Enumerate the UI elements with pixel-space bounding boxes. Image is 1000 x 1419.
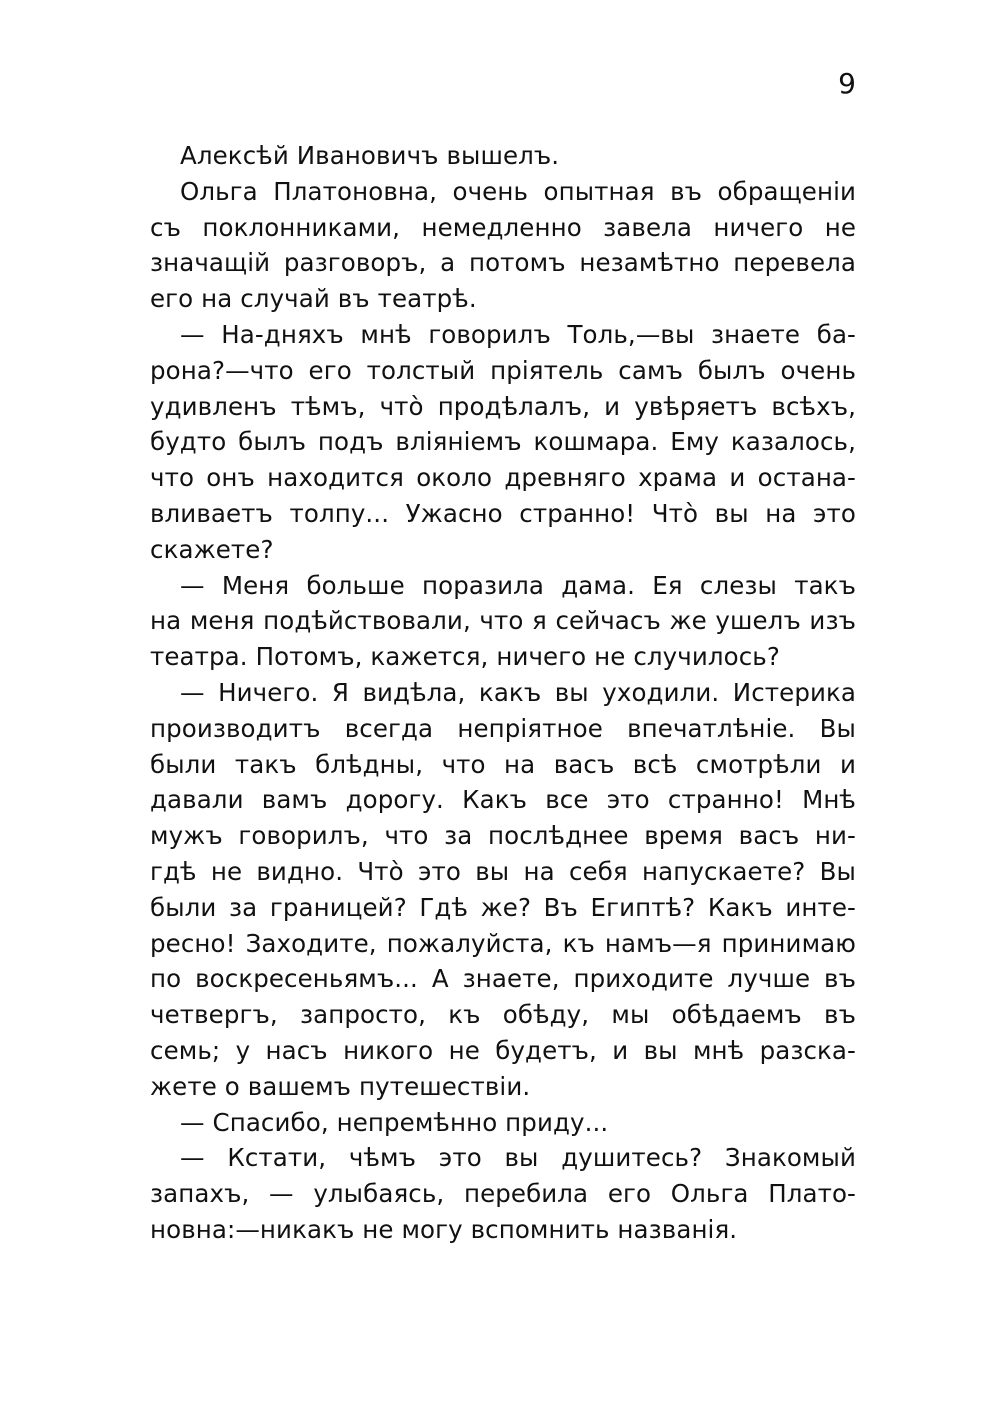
text-line: — Кстати, чѣмъ это вы душитесь? Знакомый [180,1143,856,1173]
text-line: удивленъ тѣмъ, что̀ продѣлалъ, и увѣряетъ всѣхъ, [150,391,856,421]
text-line: по воскресеньямъ... А знаете, приходите лучше въ [150,964,856,994]
body-text [150,138,856,1248]
text-line: — Спасибо, непремѣнно приду... [180,1107,609,1137]
text-line: Ольга Платоновна, очень опытная въ обращеніи [180,176,856,206]
text-line: что онъ находится около древняго храма и остана- [150,463,856,493]
text-line: скажете? [150,534,274,564]
text-line: его на случай въ театрѣ. [150,284,477,314]
text-line: вливаетъ толпу... Ужасно странно! Что̀ вы на это [150,498,856,528]
text-line: запахъ, — улыбаясь, перебила его Ольга Плато- [150,1179,856,1209]
text-line: были такъ блѣдны, что на васъ всѣ смотрѣли и [150,749,856,779]
text-line: значащій разговоръ, а потомъ незамѣтно перевела [150,248,856,278]
text-line: производитъ всегда непріятное впечатлѣніе. Вы [150,713,856,743]
text-line: на меня подѣйствовали, что я сейчасъ же ушелъ изъ [150,606,856,636]
page-number: 9 [838,67,856,100]
text-line: — Ничего. Я видѣла, какъ вы уходили. Истерика [180,677,856,707]
text-line: Алексѣй Ивановичъ вышелъ. [180,141,560,170]
text-line: театра. Потомъ, кажется, ничего не случилось? [150,642,780,672]
text-line: съ поклонниками, немедленно завела ничего не [150,212,856,242]
text-line: — На-дняхъ мнѣ говорилъ Толь,—вы знаете ба- [180,319,856,349]
text-line: рона?—что его толстый пріятель самъ былъ очень [150,355,856,385]
text-line: ресно! Заходите, пожалуйста, къ намъ—я принимаю [150,928,856,958]
text-line: гдѣ не видно. Что̀ это вы на себя напускаете? Вы [150,856,856,886]
text-line: были за границей? Гдѣ же? Въ Египтѣ? Какъ инте- [150,892,856,922]
text-line: новна:—никакъ не могу вспомнить названія. [150,1214,738,1244]
text-line: давали вамъ дорогу. Какъ все это странно! Мнѣ [150,785,856,815]
text-line: четвергъ, запросто, къ обѣду, мы обѣдаемъ въ [150,1000,856,1030]
text-line: жете о вашемъ путешествіи. [150,1071,531,1101]
text-line: мужъ говорилъ, что за послѣднее время васъ ни- [150,821,856,851]
text-line: — Меня больше поразила дама. Ея слезы такъ [180,570,856,600]
text-line: будто былъ подъ вліяніемъ кошмара. Ему казалось, [150,427,856,457]
text-line: семь; у насъ никого не будетъ, и вы мнѣ разска- [150,1035,856,1065]
